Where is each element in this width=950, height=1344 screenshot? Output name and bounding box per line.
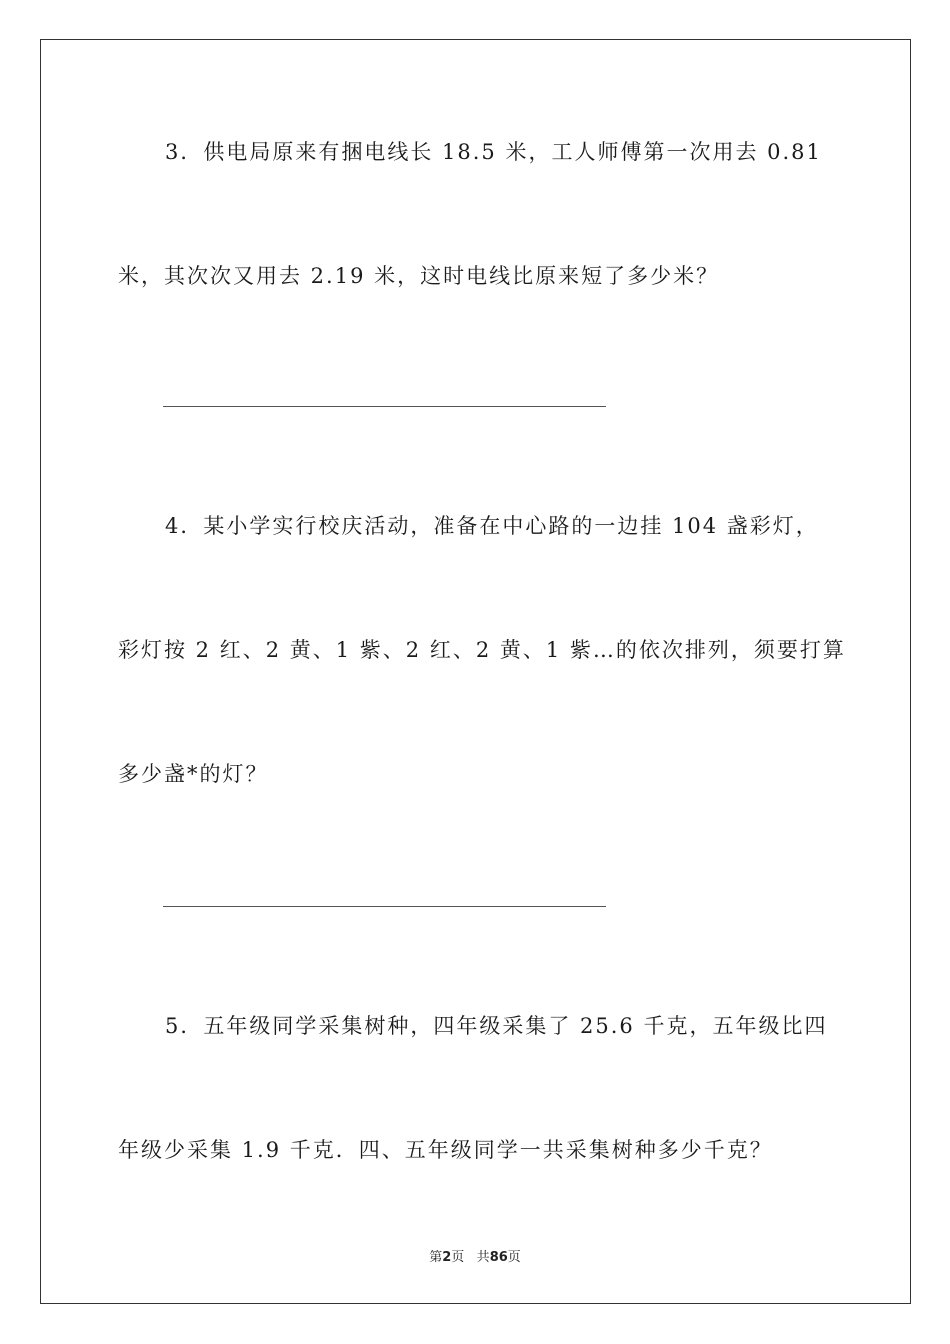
- page-footer: [0, 1246, 950, 1265]
- question-3-line-1: 3．供电局原来有捆电线长 18.5 米，工人师傅第一次用去 0.81: [165, 140, 822, 164]
- question-5-line-1: 5．五年级同学采集树种，四年级采集了 25.6 千克，五年级比四: [165, 1014, 828, 1038]
- footer-total-suffix: 页: [507, 1250, 521, 1265]
- answer-line-4[interactable]: [163, 906, 606, 907]
- footer-page-prefix: 第: [429, 1250, 443, 1265]
- footer-page-total: 86: [489, 1250, 508, 1265]
- question-4-line-2: 彩灯按 2 红、2 黄、1 紫、2 红、2 黄、1 紫…的依次排列，须要打算: [118, 638, 846, 662]
- question-4-line-3: 多少盏*的灯？: [118, 762, 269, 786]
- question-4-line-1: 4．某小学实行校庆活动，准备在中心路的一边挂 104 盏彩灯，: [165, 514, 819, 538]
- answer-line-3[interactable]: [163, 406, 606, 407]
- question-5-line-2: 年级少采集 1.9 千克．四、五年级同学一共采集树种多少千克？: [118, 1138, 773, 1162]
- question-3-line-2: 米，其次次又用去 2.19 米，这时电线比原来短了多少米？: [118, 264, 720, 288]
- footer-page-suffix: 页: [451, 1250, 465, 1265]
- footer-total-prefix: 共: [476, 1250, 490, 1265]
- page-frame: [40, 39, 911, 1304]
- footer-page-current: 2: [442, 1250, 452, 1265]
